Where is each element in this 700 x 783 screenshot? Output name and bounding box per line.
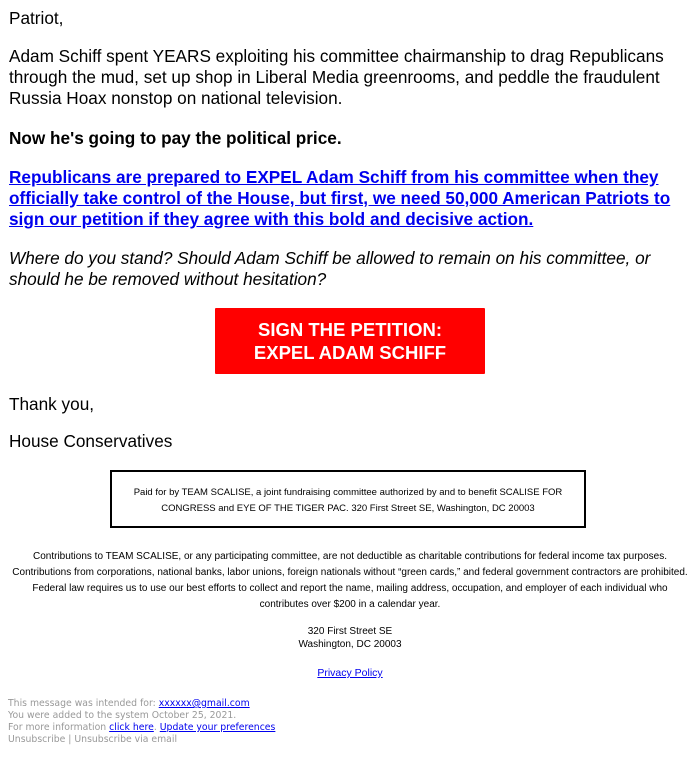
button-label-line2: EXPEL ADAM SCHIFF [253,342,447,363]
signoff-text: House Conservatives [9,431,173,451]
email-footer [8,698,608,746]
added-date-line: You were added to the system October 25, 2021. [8,710,237,721]
intended-for-line [8,698,608,710]
paid-for-box [110,470,586,528]
paid-for-text: Paid for by TEAM SCALISE, a joint fundraising committee authorized by and to benefit SCALISE FOR CONGRESS and EYE OF THE TIGER PAC. 320 First Street SE, Washington, DC 20003 [133,487,563,514]
click-here-link[interactable]: click here [109,722,154,733]
unsubscribe-email-link[interactable]: Unsubscribe via email [74,734,178,745]
intended-for-label: This message was intended for: [8,698,159,709]
mailing-address [0,625,700,651]
privacy-policy-link[interactable]: Privacy Policy [317,667,383,679]
greeting-text: Patriot, [9,8,64,28]
footer-separator: . [153,722,160,733]
question-paragraph: Where do you stand? Should Adam Schiff be allowed to remain on his committee, or should he be removed without hesitation? [9,248,651,289]
address-line-2: Washington, DC 20003 [298,639,402,650]
contribution-disclaimer: Contributions to TEAM SCALISE, or any participating committee, are not deductible as charitable contributions for federal income tax purposes. Contributions from corporations, national banks, labor unions, foreign nationals without “green cards,” and federal government contractors are prohibited. Federal law requires us to use our best efforts to collect and report the name, mailing address, occupation, and employer of each individual who contributes over $200 in a calendar year. [12,551,688,610]
more-info-label: For more information [8,722,110,733]
intro-paragraph: Adam Schiff spent YEARS exploiting his committee chairmanship to drag Republicans through the mud, set up shop in Liberal Media greenrooms, and peddle the fraudulent Russia Hoax nonstop on national television. [9,46,664,108]
thanks-text: Thank you, [9,394,95,414]
address-line-1: 320 First Street SE [307,626,393,637]
unsubscribe-link[interactable]: Unsubscribe [8,734,66,745]
privacy-section [0,667,700,679]
more-info-line [8,722,608,734]
headline-text: Now he's going to pay the political price. [9,128,342,148]
sign-petition-button[interactable] [215,308,485,374]
unsubscribe-line [8,734,608,746]
petition-link[interactable]: Republicans are prepared to EXPEL Adam Schiff from his committee when they officially take control of the House, but first, we need 50,000 American Patriots to sign our petition if they agree with this bold and decisive action. [9,167,671,229]
recipient-email-link[interactable]: xxxxxx@gmail.com [158,698,250,709]
button-label-line1: SIGN THE PETITION: [258,319,442,340]
update-preferences-link[interactable]: Update your preferences [159,722,276,733]
footer-pipe: | [65,734,75,745]
